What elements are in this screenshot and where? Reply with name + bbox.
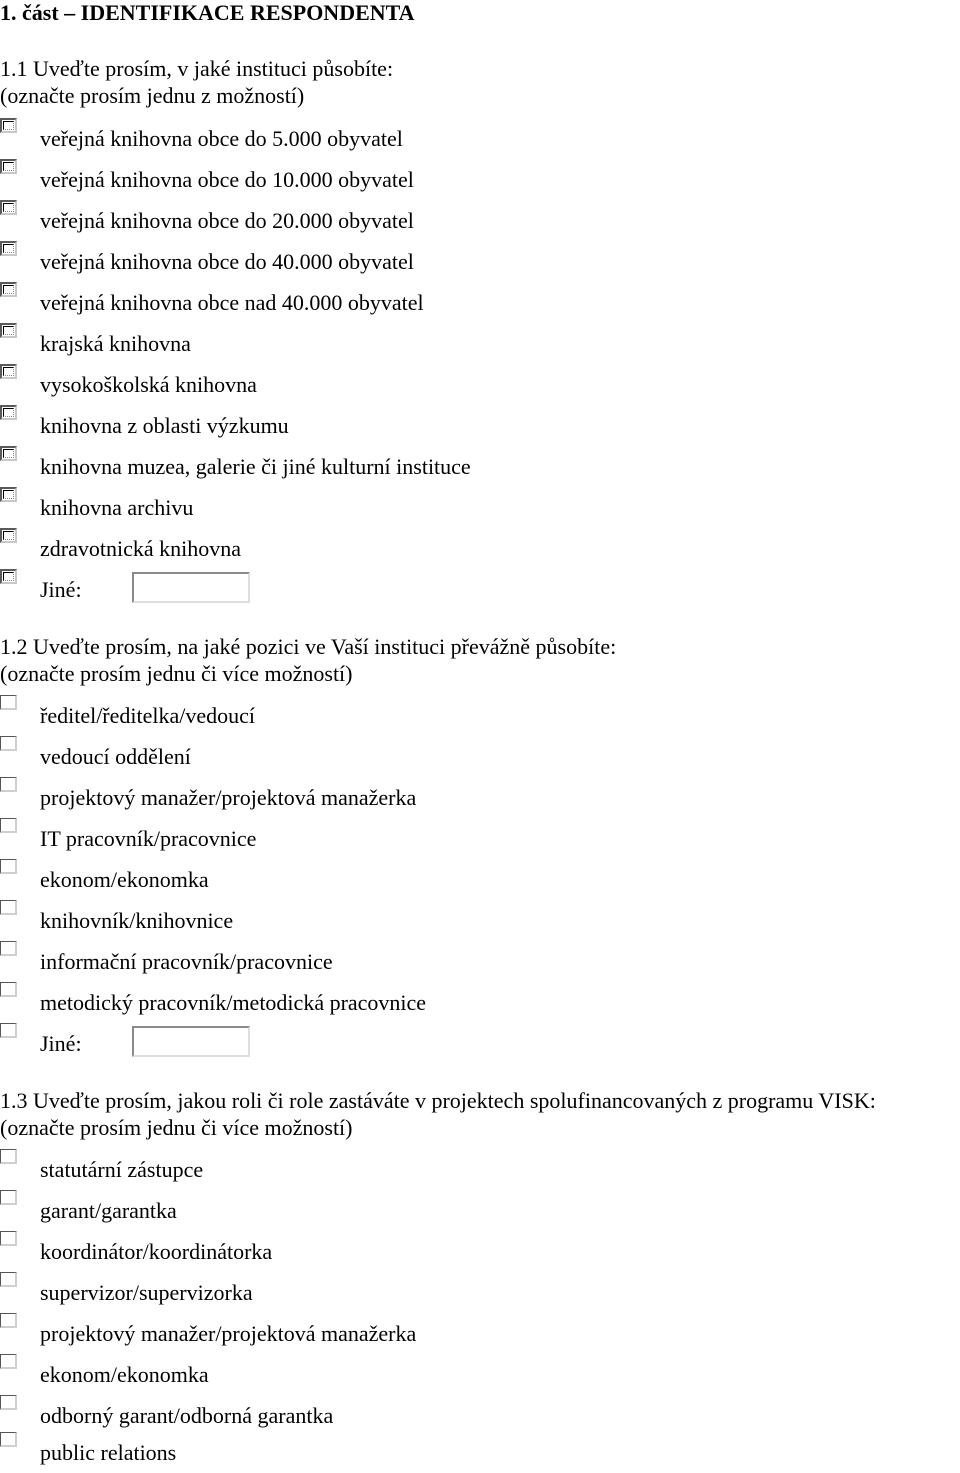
other-text-input[interactable] xyxy=(132,572,250,603)
q1-option[interactable] xyxy=(0,200,960,241)
q1-option[interactable] xyxy=(0,528,960,569)
radio-button[interactable] xyxy=(0,487,17,502)
q1-option[interactable] xyxy=(0,487,960,528)
checkbox[interactable] xyxy=(0,1432,17,1447)
other-label: Jiné: xyxy=(40,1031,82,1057)
radio-button[interactable] xyxy=(0,405,17,420)
other-label: Jiné: xyxy=(40,577,82,603)
checkbox[interactable] xyxy=(0,859,17,874)
option-label: vysokoškolská knihovna xyxy=(40,372,257,397)
q1-option[interactable] xyxy=(0,446,960,487)
checkbox[interactable] xyxy=(0,1313,17,1328)
option-label: knihovna archivu xyxy=(40,495,194,520)
checkbox[interactable] xyxy=(0,1023,17,1038)
option-label: veřejná knihovna obce nad 40.000 obyvatel xyxy=(40,290,424,315)
q3-option[interactable] xyxy=(0,1395,960,1436)
section-title: 1. část – IDENTIFIKACE RESPONDENTA xyxy=(0,0,415,25)
checkbox[interactable] xyxy=(0,1272,17,1287)
q1-option-other[interactable] xyxy=(0,569,960,610)
radio-button[interactable] xyxy=(0,569,17,584)
radio-button[interactable] xyxy=(0,528,17,543)
q2-option[interactable] xyxy=(0,777,960,818)
radio-button[interactable] xyxy=(0,282,17,297)
q1-option[interactable] xyxy=(0,405,960,446)
checkbox[interactable] xyxy=(0,982,17,997)
q3-option[interactable] xyxy=(0,1190,960,1231)
checkbox[interactable] xyxy=(0,777,17,792)
q1-option[interactable] xyxy=(0,282,960,323)
checkbox[interactable] xyxy=(0,736,17,751)
q2-option[interactable] xyxy=(0,859,960,900)
option-label: knihovník/knihovnice xyxy=(40,908,234,933)
option-label: public relations xyxy=(40,1440,177,1465)
q1-option[interactable] xyxy=(0,241,960,282)
radio-button[interactable] xyxy=(0,200,17,215)
option-label: ředitel/ředitelka/vedoucí xyxy=(40,703,256,728)
option-label: metodický pracovník/metodická pracovnice xyxy=(40,990,427,1015)
option-label: supervizor/supervizorka xyxy=(40,1280,253,1305)
q1-hint: (označte prosím jednu z možností) xyxy=(0,83,305,108)
option-label: veřejná knihovna obce do 20.000 obyvatel xyxy=(40,208,414,233)
q3-hint: (označte prosím jednu či více možností) xyxy=(0,1115,353,1140)
option-label: projektový manažer/projektová manažerka xyxy=(40,1321,417,1346)
q3-option[interactable] xyxy=(0,1272,960,1313)
radio-button[interactable] xyxy=(0,159,17,174)
checkbox[interactable] xyxy=(0,818,17,833)
radio-button[interactable] xyxy=(0,364,17,379)
q3-option[interactable] xyxy=(0,1354,960,1395)
q2-option[interactable] xyxy=(0,695,960,736)
radio-button[interactable] xyxy=(0,118,17,133)
q2-option-other[interactable] xyxy=(0,1023,960,1064)
option-label: projektový manažer/projektová manažerka xyxy=(40,785,417,810)
option-label: veřejná knihovna obce do 40.000 obyvatel xyxy=(40,249,414,274)
option-label: garant/garantka xyxy=(40,1198,177,1223)
q1-option[interactable] xyxy=(0,159,960,200)
checkbox[interactable] xyxy=(0,1395,17,1410)
checkbox[interactable] xyxy=(0,1190,17,1205)
option-label: IT pracovník/pracovnice xyxy=(40,826,257,851)
q1-option[interactable] xyxy=(0,323,960,364)
option-label: krajská knihovna xyxy=(40,331,191,356)
option-label: ekonom/ekonomka xyxy=(40,867,209,892)
option-label: knihovna z oblasti výzkumu xyxy=(40,413,289,438)
option-label: veřejná knihovna obce do 5.000 obyvatel xyxy=(40,126,403,151)
q2-option[interactable] xyxy=(0,982,960,1023)
option-label: koordinátor/koordinátorka xyxy=(40,1239,273,1264)
radio-button[interactable] xyxy=(0,323,17,338)
q2-hint: (označte prosím jednu či více možností) xyxy=(0,661,353,686)
q2-question: 1.2 Uveďte prosím, na jaké pozici ve Vaší instituci převážně působíte: xyxy=(0,634,617,659)
option-label: ekonom/ekonomka xyxy=(40,1362,209,1387)
q1-option[interactable] xyxy=(0,364,960,405)
option-label: vedoucí oddělení xyxy=(40,744,191,769)
option-label: knihovna muzea, galerie či jiné kulturní instituce xyxy=(40,454,471,479)
checkbox[interactable] xyxy=(0,1231,17,1246)
checkbox[interactable] xyxy=(0,695,17,710)
option-label: statutární zástupce xyxy=(40,1157,204,1182)
q3-option[interactable] xyxy=(0,1432,960,1473)
q2-option[interactable] xyxy=(0,941,960,982)
option-label: informační pracovník/pracovnice xyxy=(40,949,333,974)
checkbox[interactable] xyxy=(0,1149,17,1164)
q3-option[interactable] xyxy=(0,1231,960,1272)
checkbox[interactable] xyxy=(0,941,17,956)
q1-option[interactable] xyxy=(0,118,960,159)
option-label: zdravotnická knihovna xyxy=(40,536,241,561)
radio-button[interactable] xyxy=(0,446,17,461)
option-label: odborný garant/odborná garantka xyxy=(40,1403,334,1428)
other-text-input[interactable] xyxy=(132,1026,250,1057)
q2-option[interactable] xyxy=(0,818,960,859)
q3-question: 1.3 Uveďte prosím, jakou roli či role zastáváte v projektech spolufinancovaných z programu VISK: xyxy=(0,1088,876,1113)
q2-option[interactable] xyxy=(0,900,960,941)
radio-button[interactable] xyxy=(0,241,17,256)
q3-option[interactable] xyxy=(0,1149,960,1190)
q1-question: 1.1 Uveďte prosím, v jaké instituci působíte: xyxy=(0,56,394,81)
option-label: veřejná knihovna obce do 10.000 obyvatel xyxy=(40,167,414,192)
checkbox[interactable] xyxy=(0,1354,17,1369)
q2-option[interactable] xyxy=(0,736,960,777)
q3-option[interactable] xyxy=(0,1313,960,1354)
checkbox[interactable] xyxy=(0,900,17,915)
